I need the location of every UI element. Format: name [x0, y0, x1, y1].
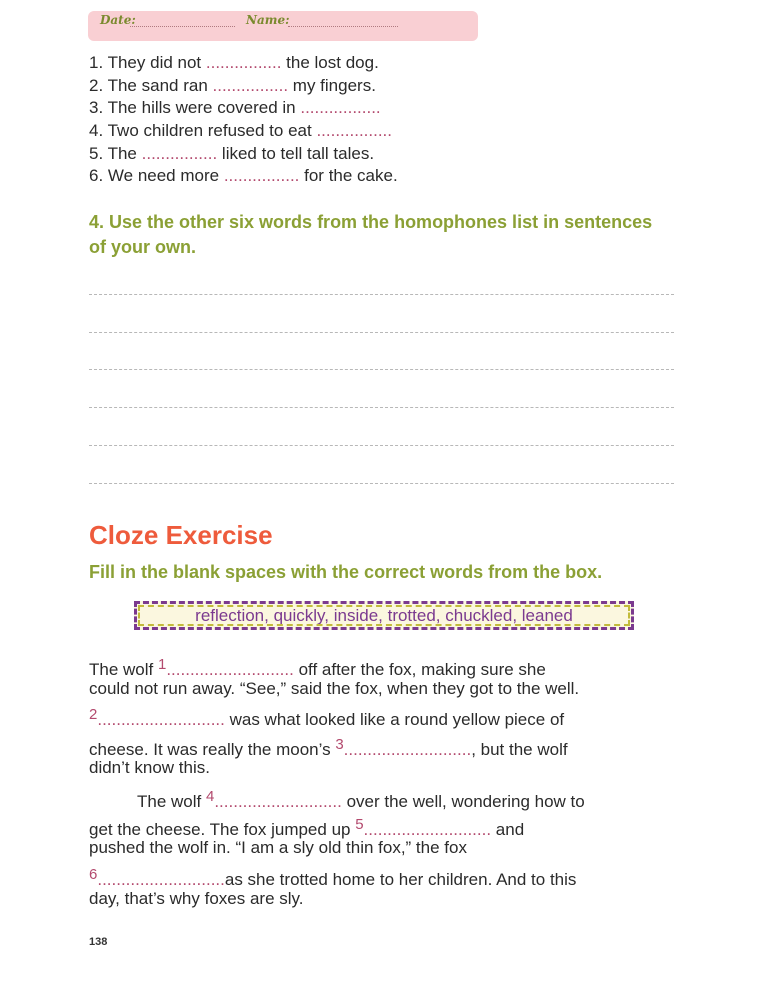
question-item: 4. Two children refused to eat ................: [89, 121, 393, 141]
writing-line[interactable]: [89, 483, 674, 484]
cloze-title: Cloze Exercise: [89, 520, 273, 550]
question-item: 1. They did not ................ the lost dog.: [89, 53, 379, 72]
name-field[interactable]: [288, 26, 398, 27]
blank-number: 1: [157, 656, 167, 673]
paragraph-line: 2........................... was what looked like a round yellow piece of: [89, 706, 565, 729]
paragraph-line: The wolf 1........................... off after the fox, making sure she: [89, 656, 546, 679]
date-label: Date:: [100, 13, 136, 27]
question-item: 3. The hills were covered in .................: [89, 98, 381, 118]
writing-line[interactable]: [89, 445, 674, 446]
blank-number: 5: [355, 816, 364, 833]
word-box: reflection, quickly, inside, trotted, chuckled, leaned: [134, 601, 634, 630]
writing-line[interactable]: [89, 369, 674, 370]
answer-blank[interactable]: ................: [223, 166, 300, 186]
blank-number: 4: [205, 788, 215, 805]
paragraph-line: day, that’s why foxes are sly.: [89, 889, 304, 908]
paragraph-line: didn’t know this.: [89, 758, 210, 777]
name-label: Name:: [246, 13, 290, 27]
cloze-blank[interactable]: ...........................: [97, 870, 225, 889]
cloze-blank[interactable]: ...........................: [166, 660, 294, 679]
paragraph-line: cheese. It was really the moon’s 3..........................., but the wolf: [89, 736, 568, 759]
section-4-heading-line2: of your own.: [89, 237, 196, 257]
question-list: [89, 52, 398, 188]
answer-blank[interactable]: ................: [205, 53, 282, 72]
cloze-blank[interactable]: ...........................: [97, 710, 225, 729]
page-number: 138: [89, 936, 108, 948]
answer-blank[interactable]: ................: [212, 75, 289, 95]
blank-number: 2: [89, 706, 98, 723]
paragraph-line: pushed the wolf in. “I am a sly old thin fox,” the fox: [89, 838, 467, 857]
answer-blank[interactable]: ................: [141, 143, 218, 163]
cloze-instruction: Fill in the blank spaces with the correct words from the box.: [89, 562, 603, 582]
question-item: 5. The ................ liked to tell tall tales.: [89, 143, 375, 163]
section-4-heading-line1: 4. Use the other six words from the homophones list in sentences: [89, 212, 653, 232]
cloze-blank[interactable]: ...........................: [214, 792, 342, 811]
paragraph-line: 6...........................as she trotted home to her children. And to this: [89, 866, 577, 889]
writing-line[interactable]: [89, 332, 674, 333]
date-field[interactable]: [130, 26, 235, 27]
answer-blank[interactable]: ................: [316, 121, 393, 141]
paragraph-line: The wolf 4........................... over the well, wondering how to: [137, 788, 585, 811]
question-item: 6. We need more ................ for the cake.: [89, 166, 398, 186]
cloze-blank[interactable]: ...........................: [343, 740, 472, 759]
paragraph-line: get the cheese. The fox jumped up 5........................... and: [89, 816, 525, 839]
writing-line[interactable]: [89, 407, 674, 408]
answer-blank[interactable]: .................: [300, 98, 381, 118]
question-item: 2. The sand ran ................ my fingers.: [89, 75, 376, 95]
blank-number: 6: [89, 866, 98, 883]
cloze-blank[interactable]: ...........................: [363, 820, 492, 839]
paragraph-line: could not run away. “See,” said the fox, when they got to the well.: [89, 679, 580, 698]
writing-line[interactable]: [89, 294, 674, 295]
blank-number: 3: [335, 736, 344, 753]
